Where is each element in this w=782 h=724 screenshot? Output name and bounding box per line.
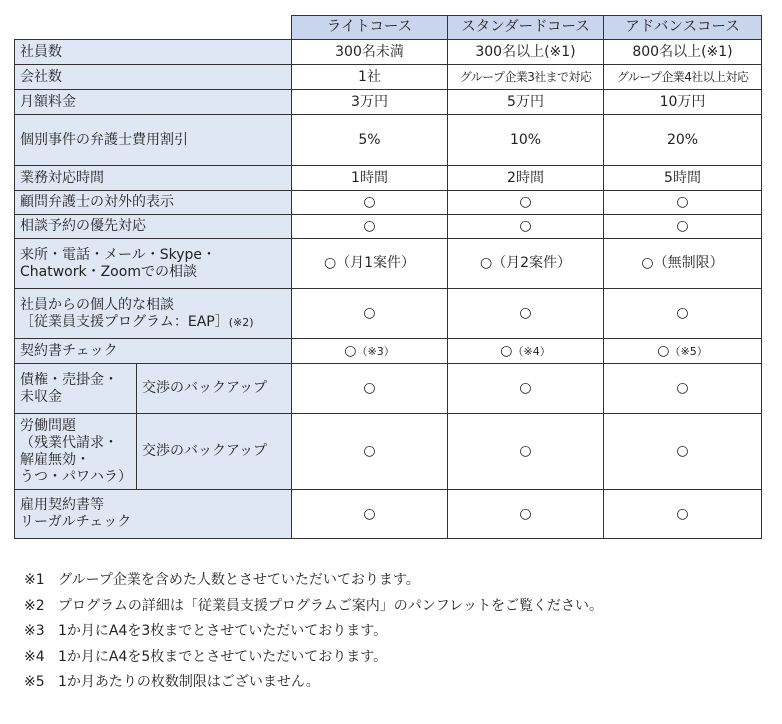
row-label: 月額料金 xyxy=(15,90,292,115)
cell-advance: 800名以上(※1) xyxy=(604,40,762,65)
footnote xyxy=(24,594,603,620)
cell-standard: 300名以上(※1) xyxy=(448,40,604,65)
course-header-light: ライトコース xyxy=(292,16,448,40)
cell-advance: 5時間 xyxy=(604,166,762,191)
row-label: 相談予約の優先対応 xyxy=(15,215,292,239)
row-label: 業務対応時間 xyxy=(15,166,292,191)
header-row xyxy=(15,16,762,40)
footnote-mark: ※1 xyxy=(24,572,45,588)
cell-light: ○ xyxy=(292,289,448,339)
row-contract-check xyxy=(15,339,762,364)
footnotes xyxy=(24,568,603,696)
cell-light: 1時間 xyxy=(292,166,448,191)
footnote-mark: ※3 xyxy=(24,623,45,639)
cell-standard: ○ xyxy=(448,215,604,239)
row-sublabel: 交渉のバックアップ xyxy=(137,414,292,490)
row-employment-contract xyxy=(15,490,762,539)
cell-light: ○（月1案件） xyxy=(292,239,448,289)
cell-standard: ○ xyxy=(448,289,604,339)
cell-advance: グループ企業4社以上対応 xyxy=(604,65,762,90)
footnote-text: グループ企業を含めた人数とさせていただいております。 xyxy=(58,572,420,588)
footnote-text: 1か月にA4を3枚までとさせていただいております。 xyxy=(58,623,388,639)
cell-light: ○ xyxy=(292,364,448,414)
row-discount xyxy=(15,115,762,166)
row-eap xyxy=(15,289,762,339)
course-header-standard: スタンダードコース xyxy=(448,16,604,40)
footnote xyxy=(24,645,603,671)
row-label-line: Chatwork・Zoomでの相談 xyxy=(20,263,197,280)
row-label: 顧問弁護士の対外的表示 xyxy=(15,191,292,215)
cell-light: ○ xyxy=(292,414,448,490)
circle-mark: ○ xyxy=(657,342,670,359)
row-display xyxy=(15,191,762,215)
footnote-mark: ※5 xyxy=(24,674,45,690)
row-label: 個別事件の弁護士費用割引 xyxy=(15,115,292,166)
circle-mark: ○ xyxy=(344,342,357,359)
row-label-line: 労働問題 xyxy=(20,417,76,434)
row-label-line: 解雇無効・ xyxy=(20,451,90,468)
row-label-line xyxy=(20,314,286,331)
cell-advance: 20% xyxy=(604,115,762,166)
row-priority xyxy=(15,215,762,239)
course-header-advance: アドバンスコース xyxy=(604,16,762,40)
row-companies xyxy=(15,65,762,90)
row-label-line: 雇用契約書等 xyxy=(20,497,104,513)
cell-light: ○ xyxy=(292,215,448,239)
row-label-line: （残業代請求・ xyxy=(20,434,118,451)
row-label: 社員数 xyxy=(15,40,292,65)
footnote xyxy=(24,568,603,594)
row-label xyxy=(15,364,137,414)
row-label-line: 来所・電話・メール・Skype・ xyxy=(20,246,216,263)
row-label-line: うつ・パワハラ） xyxy=(20,468,132,485)
row-fee xyxy=(15,90,762,115)
cell-standard: ○（月2案件） xyxy=(448,239,604,289)
row-label-line: 未収金 xyxy=(20,388,62,405)
cell-standard: 2時間 xyxy=(448,166,604,191)
cell-standard xyxy=(448,339,604,364)
cell-advance: ○ xyxy=(604,364,762,414)
row-label xyxy=(15,289,292,339)
cell-standard: 5万円 xyxy=(448,90,604,115)
cell-light: 5% xyxy=(292,115,448,166)
footnote xyxy=(24,619,603,645)
row-sublabel: 交渉のバックアップ xyxy=(137,364,292,414)
cell-standard: グループ企業3社まで対応 xyxy=(448,65,604,90)
footnote-mark: ※4 xyxy=(24,648,45,665)
footnote-ref: （※3） xyxy=(356,344,395,358)
cell-standard: ○ xyxy=(448,191,604,215)
cell-light: 1社 xyxy=(292,65,448,90)
row-channels xyxy=(15,239,762,289)
footnote xyxy=(24,670,603,696)
footnote-text: プログラムの詳細は「従業員支援プログラムご案内」のパンフレットをご覧ください。 xyxy=(58,597,604,614)
cell-light: ○ xyxy=(292,191,448,215)
cell-advance: ○ xyxy=(604,215,762,239)
cell-advance: ○ xyxy=(604,191,762,215)
cell-light: 300名未満 xyxy=(292,40,448,65)
footnote-text: 1か月にA4を5枚までとさせていただいております。 xyxy=(58,648,388,665)
footnote-mark: ※2 xyxy=(24,597,45,614)
cell-light: 3万円 xyxy=(292,90,448,115)
cell-standard: ○ xyxy=(448,414,604,490)
row-receivables xyxy=(15,364,762,414)
row-label-text: ［従業員支援プログラム：EAP］ xyxy=(20,313,229,330)
footnote-ref: (※2) xyxy=(228,315,254,329)
row-labor xyxy=(15,414,762,490)
cell-light: ○ xyxy=(292,490,448,539)
row-label-line: 債権・売掛金・ xyxy=(20,371,118,388)
cell-advance: ○（無制限） xyxy=(604,239,762,289)
circle-mark: ○ xyxy=(500,342,513,359)
row-label xyxy=(15,490,292,539)
footnote-ref: （※5） xyxy=(669,344,708,358)
cell-standard: ○ xyxy=(448,364,604,414)
cell-advance: ○ xyxy=(604,414,762,490)
row-hours xyxy=(15,166,762,191)
cell-standard: 10% xyxy=(448,115,604,166)
cell-light xyxy=(292,339,448,364)
row-label: 契約書チェック xyxy=(15,339,292,364)
corner-cell xyxy=(15,16,292,40)
footnote-ref: （※4） xyxy=(512,344,551,358)
row-label-line: リーガルチェック xyxy=(20,514,132,530)
row-label xyxy=(15,414,137,490)
cell-advance: ○ xyxy=(604,289,762,339)
cell-advance: ○ xyxy=(604,490,762,539)
cell-advance xyxy=(604,339,762,364)
row-label-line: 社員からの個人的な相談 xyxy=(20,296,174,313)
row-label: 会社数 xyxy=(15,65,292,90)
cell-advance: 10万円 xyxy=(604,90,762,115)
footnote-text: 1か月あたりの枚数制限はございません。 xyxy=(58,674,320,690)
course-comparison-table xyxy=(14,15,762,539)
row-employees xyxy=(15,40,762,65)
row-label xyxy=(15,239,292,289)
cell-standard: ○ xyxy=(448,490,604,539)
